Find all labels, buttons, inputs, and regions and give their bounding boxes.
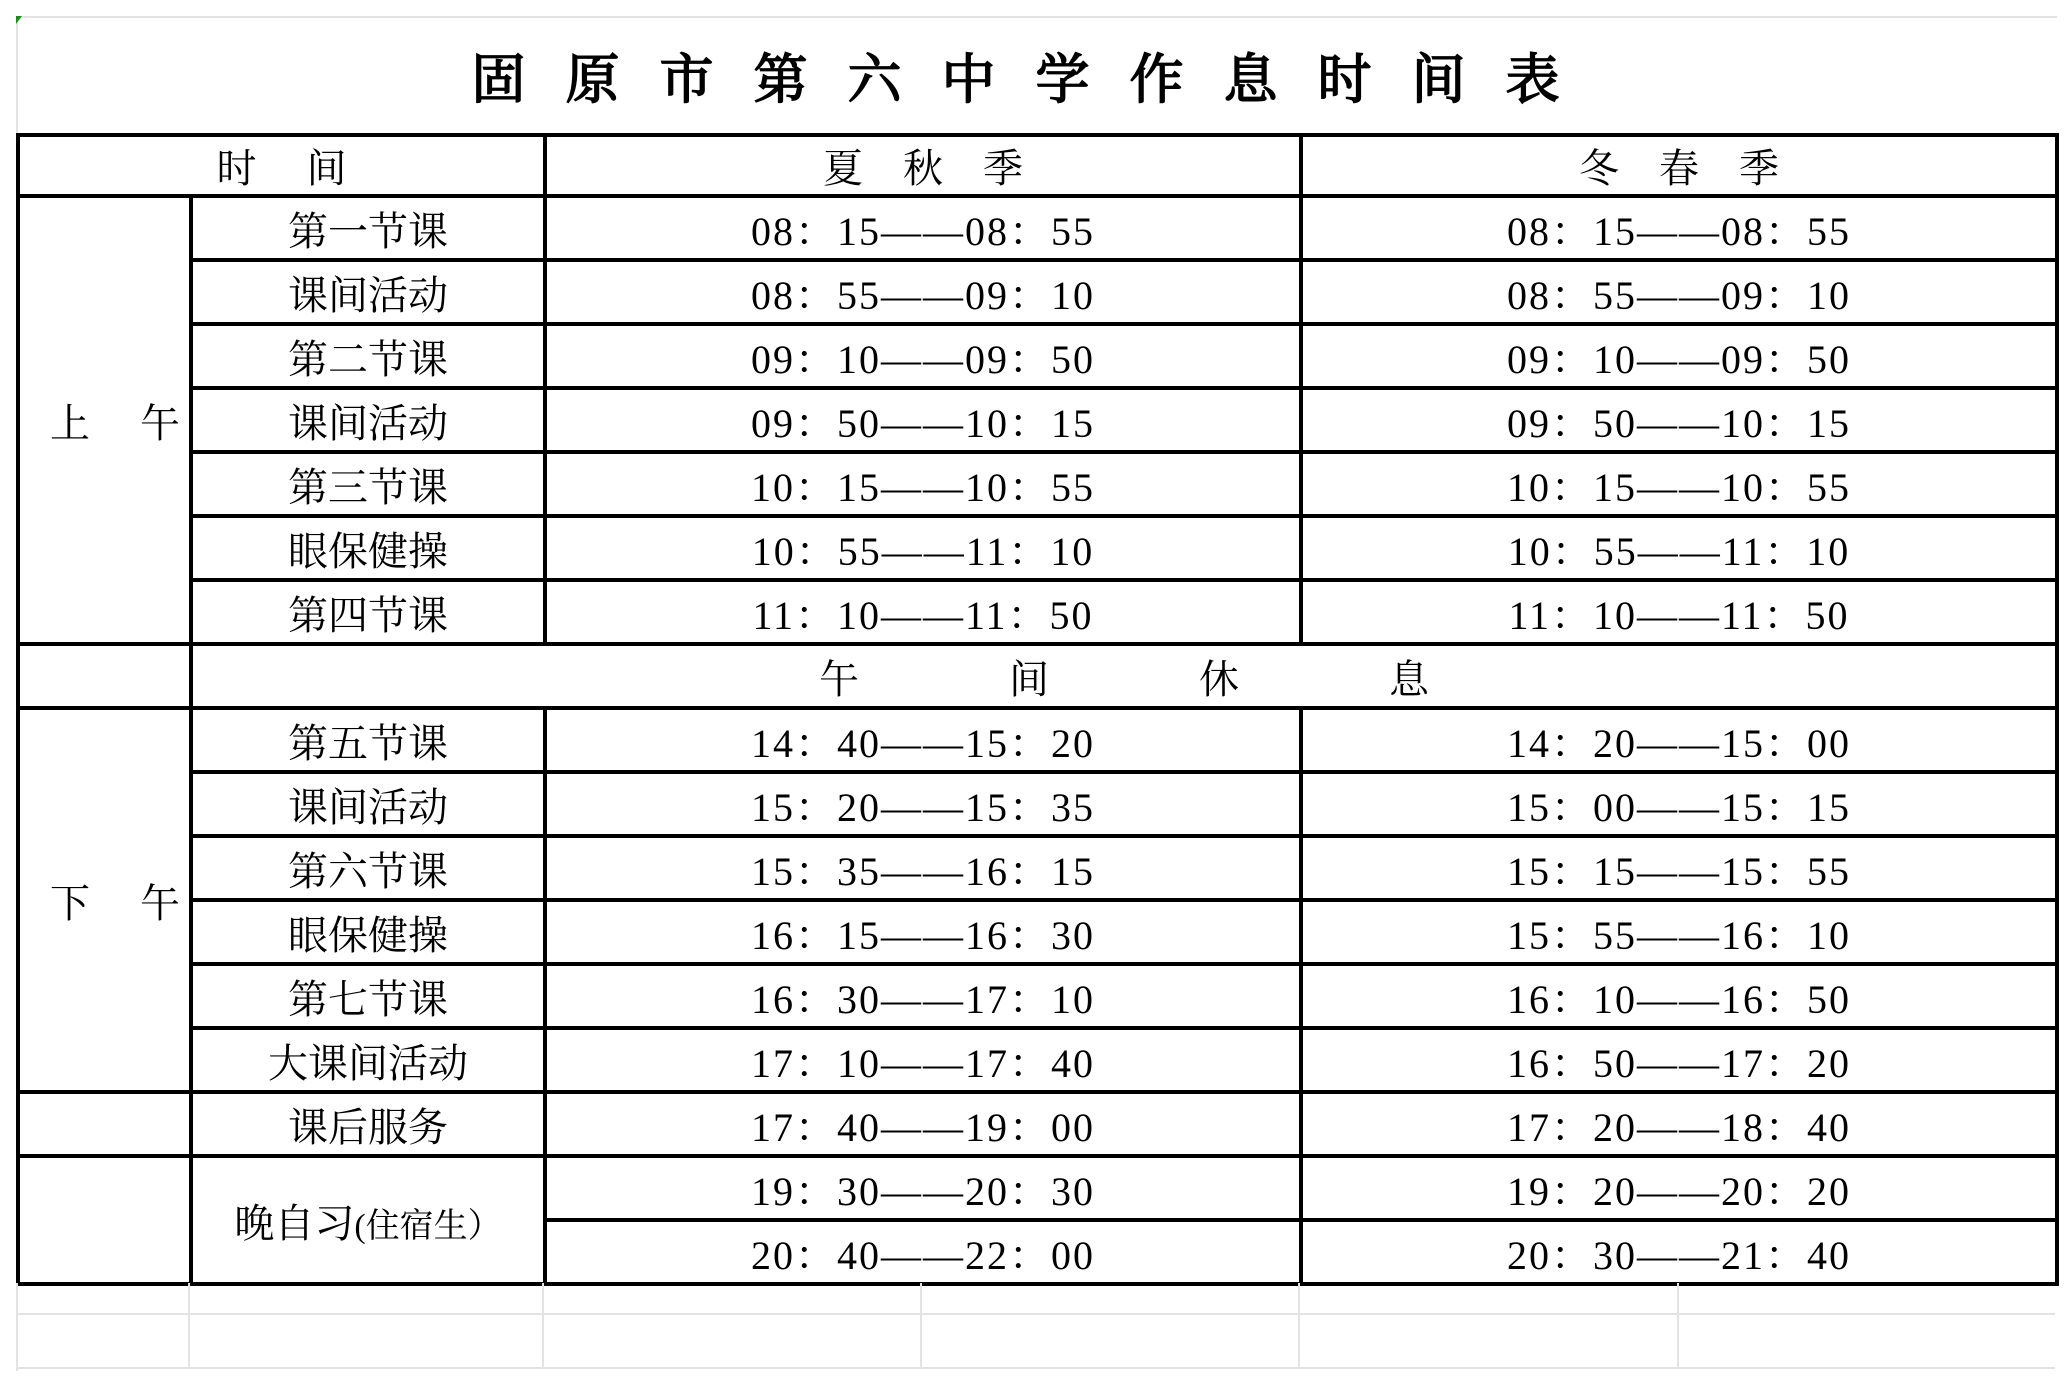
- empty-cell[interactable]: [18, 1092, 191, 1156]
- winter-time-cell[interactable]: 20：30——21：40: [1301, 1220, 2057, 1284]
- summer-time-cell[interactable]: 10：15——10：55: [545, 452, 1301, 516]
- activity-cell[interactable]: 大课间活动: [191, 1028, 545, 1092]
- table-row: [18, 452, 2057, 516]
- activity-cell[interactable]: 第四节课: [191, 580, 545, 644]
- winter-time-cell[interactable]: 17：20——18：40: [1301, 1092, 2057, 1156]
- table-row: [18, 516, 2057, 580]
- summer-time-cell[interactable]: 09：50——10：15: [545, 388, 1301, 452]
- summer-time-cell[interactable]: 08：15——08：55: [545, 196, 1301, 260]
- evening-study-cell[interactable]: [191, 1156, 545, 1284]
- winter-time-cell[interactable]: 14：20——15：00: [1301, 708, 2057, 772]
- schedule-table: [16, 133, 2059, 1286]
- table-row: [18, 1156, 2057, 1220]
- activity-cell[interactable]: 第七节课: [191, 964, 545, 1028]
- activity-cell[interactable]: 眼保健操: [191, 516, 545, 580]
- activity-cell[interactable]: 眼保健操: [191, 900, 545, 964]
- activity-cell[interactable]: 课间活动: [191, 260, 545, 324]
- period-morning[interactable]: 上午: [18, 196, 191, 644]
- lunch-break-cell[interactable]: 午间休息: [191, 644, 2057, 708]
- activity-cell[interactable]: 第五节课: [191, 708, 545, 772]
- table-row: [18, 708, 2057, 772]
- activity-cell[interactable]: 第一节课: [191, 196, 545, 260]
- summer-time-cell[interactable]: 11：10——11：50: [545, 580, 1301, 644]
- table-row: [18, 196, 2057, 260]
- summer-time-cell[interactable]: 09：10——09：50: [545, 324, 1301, 388]
- winter-time-cell[interactable]: 11：10——11：50: [1301, 580, 2057, 644]
- table-row: [18, 772, 2057, 836]
- table-row: [18, 580, 2057, 644]
- table-row: [18, 260, 2057, 324]
- activity-cell[interactable]: 课间活动: [191, 388, 545, 452]
- activity-cell[interactable]: 第六节课: [191, 836, 545, 900]
- activity-cell[interactable]: 第二节课: [191, 324, 545, 388]
- winter-time-cell[interactable]: 15：55——16：10: [1301, 900, 2057, 964]
- summer-time-cell[interactable]: 17：40——19：00: [545, 1092, 1301, 1156]
- header-winter-spring[interactable]: 冬春季: [1301, 135, 2057, 196]
- winter-time-cell[interactable]: 19：20——20：20: [1301, 1156, 2057, 1220]
- summer-time-cell[interactable]: 15：35——16：15: [545, 836, 1301, 900]
- table-row: [18, 388, 2057, 452]
- table-row: [18, 964, 2057, 1028]
- winter-time-cell[interactable]: 10：55——11：10: [1301, 516, 2057, 580]
- activity-cell[interactable]: 课后服务: [191, 1092, 545, 1156]
- activity-cell[interactable]: 课间活动: [191, 772, 545, 836]
- winter-time-cell[interactable]: 08：15——08：55: [1301, 196, 2057, 260]
- evening-study-note: (住宿生）: [354, 1207, 502, 1245]
- header-summer-autumn[interactable]: 夏秋季: [545, 135, 1301, 196]
- evening-study-label: 晚自习: [234, 1200, 355, 1246]
- winter-time-cell[interactable]: 09：50——10：15: [1301, 388, 2057, 452]
- summer-time-cell[interactable]: 16：30——17：10: [545, 964, 1301, 1028]
- winter-time-cell[interactable]: 15：15——15：55: [1301, 836, 2057, 900]
- period-afternoon[interactable]: 下午: [18, 708, 191, 1092]
- empty-cell[interactable]: [18, 1156, 191, 1284]
- winter-time-cell[interactable]: 10：15——10：55: [1301, 452, 2057, 516]
- winter-time-cell[interactable]: 16：10——16：50: [1301, 964, 2057, 1028]
- summer-time-cell[interactable]: 19：30——20：30: [545, 1156, 1301, 1220]
- empty-grid-rows: [16, 1283, 2055, 1369]
- table-row: [18, 836, 2057, 900]
- summer-time-cell[interactable]: 08：55——09：10: [545, 260, 1301, 324]
- winter-time-cell[interactable]: 09：10——09：50: [1301, 324, 2057, 388]
- summer-time-cell[interactable]: 17：10——17：40: [545, 1028, 1301, 1092]
- summer-time-cell[interactable]: 20：40——22：00: [545, 1220, 1301, 1284]
- summer-time-cell[interactable]: 14：40——15：20: [545, 708, 1301, 772]
- empty-cell[interactable]: [18, 644, 191, 708]
- winter-time-cell[interactable]: 16：50——17：20: [1301, 1028, 2057, 1092]
- summer-time-cell[interactable]: 16：15——16：30: [545, 900, 1301, 964]
- winter-time-cell[interactable]: 15：00——15：15: [1301, 772, 2057, 836]
- winter-time-cell[interactable]: 08：55——09：10: [1301, 260, 2057, 324]
- table-row: [18, 1028, 2057, 1092]
- table-row: [18, 324, 2057, 388]
- table-row: [18, 900, 2057, 964]
- lunch-row: [18, 644, 2057, 708]
- summer-time-cell[interactable]: 10：55——11：10: [545, 516, 1301, 580]
- header-row: [18, 135, 2057, 196]
- summer-time-cell[interactable]: 15：20——15：35: [545, 772, 1301, 836]
- header-time[interactable]: 时间: [18, 135, 545, 196]
- table-row: [18, 1092, 2057, 1156]
- page-title: 固原市第六中学作息时间表: [471, 48, 1600, 111]
- activity-cell[interactable]: 第三节课: [191, 452, 545, 516]
